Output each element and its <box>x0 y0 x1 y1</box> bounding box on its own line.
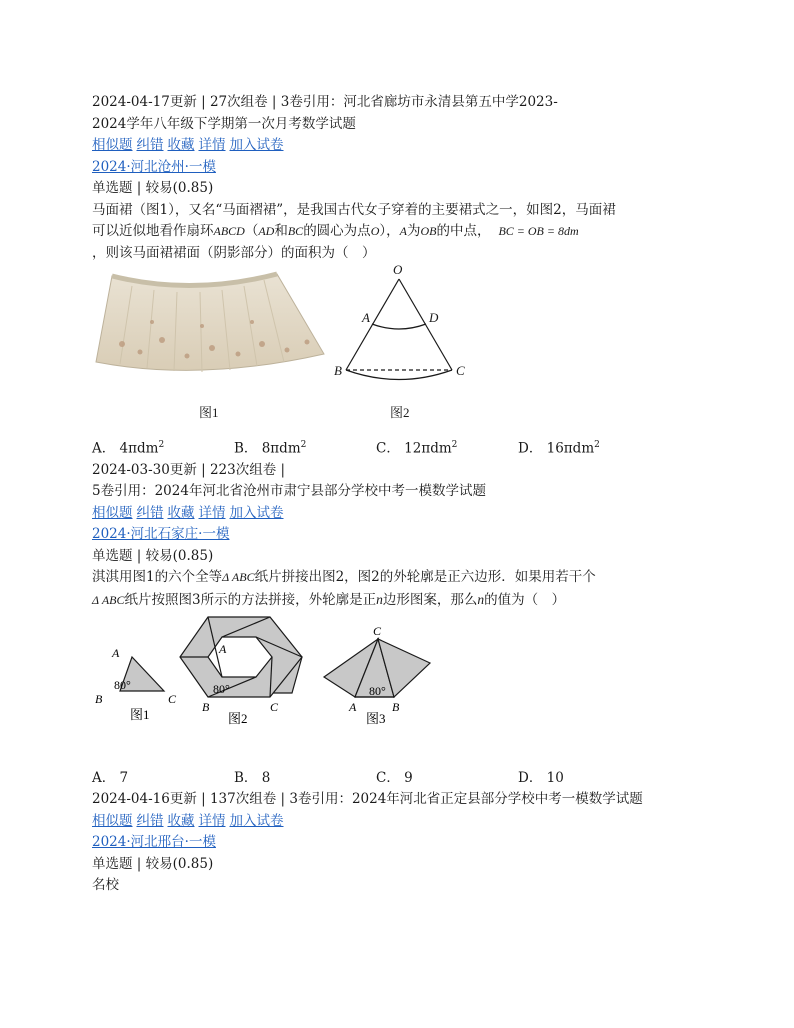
label-B: B <box>334 363 342 378</box>
add-to-paper-link[interactable]: 加入试卷 <box>229 137 284 153</box>
report-error-link[interactable]: 纠错 <box>136 504 164 521</box>
source-tag[interactable]: 2024·河北沧州·一模 <box>92 158 216 175</box>
question-text-line-2: Δ ABC纸片按照图3所示的方法拼接，外轮廓是正n边形图案，那么n的值为（ ） <box>92 591 566 608</box>
similar-link[interactable]: 相似题 <box>92 504 133 521</box>
figure-3-caption: 图3 <box>366 711 386 726</box>
favorite-link[interactable]: 收藏 <box>167 137 195 153</box>
question-list <box>92 92 702 897</box>
report-error-link[interactable]: 纠错 <box>136 137 164 153</box>
answer-options <box>92 767 702 789</box>
fan-figure-3 <box>324 624 430 726</box>
label-C: C <box>373 624 382 638</box>
question-text-line-3: ，则该马面裙裙面（阴影部分）的面积为（ ） <box>92 244 376 261</box>
add-to-paper-link[interactable]: 加入试卷 <box>229 812 284 829</box>
favorite-link[interactable]: 收藏 <box>167 504 195 521</box>
hexagon-figure-2 <box>180 617 302 726</box>
question-text-line-1: 淇淇用图1的六个全等Δ ABC纸片拼接出图2，图2的外轮廓是正六边形．如果用若干个 <box>92 569 596 585</box>
question-text-line-1: 名校 <box>92 877 119 893</box>
angle-label: 80° <box>369 684 386 698</box>
question-text-line-2: 可以近似地看作扇环ABCD（AD和BC的圆心为点O），A为OB的中点， BC = OB = 8dm <box>92 223 579 239</box>
option-b[interactable]: B． 8πdm$^2$ <box>234 440 307 457</box>
question-actions <box>92 503 702 525</box>
option-a[interactable]: A． 7 <box>92 770 129 786</box>
option-c[interactable]: C． 12πdm$^2$ <box>376 440 458 457</box>
source-tag[interactable]: 2024·河北邢台·一模 <box>92 834 216 850</box>
question-type: 单选题 | 较易(0.85) <box>92 855 214 872</box>
label-C: C <box>456 363 465 378</box>
option-c[interactable]: C． 9 <box>376 770 413 786</box>
details-link[interactable]: 详情 <box>198 504 226 521</box>
label-B: B <box>392 700 400 714</box>
figure-1-caption: 图1 <box>199 405 219 420</box>
question-meta-cont: 2024学年八年级下学期第一次月考数学试题 <box>92 115 356 132</box>
question-meta: 2024-04-17更新 | 27次组卷 | 3卷引用：河北省廊坊市永清县第五中学2023- <box>92 94 558 110</box>
add-to-paper-link[interactable]: 加入试卷 <box>229 504 284 521</box>
question-meta-cont: 5卷引用：2024年河北省沧州市肃宁县部分学校中考一模数学试题 <box>92 483 486 499</box>
option-d[interactable]: D． 16πdm$^2$ <box>518 440 600 457</box>
source-tag[interactable]: 2024·河北石家庄·一模 <box>92 526 230 542</box>
label-O: O <box>393 264 403 277</box>
label-D: D <box>429 310 439 325</box>
question-actions <box>92 135 702 157</box>
label-B: B <box>202 700 210 714</box>
label-C: C <box>168 692 177 706</box>
question-type: 单选题 | 较易(0.85) <box>92 547 214 564</box>
label-C: C <box>270 700 279 714</box>
label-A: A <box>112 646 120 660</box>
option-b[interactable]: B． 8 <box>234 770 271 786</box>
triangle-figures <box>92 611 702 767</box>
angle-label: 80° <box>213 682 230 696</box>
question-1 <box>92 92 702 460</box>
question-2 <box>92 460 702 790</box>
question-3 <box>92 789 702 897</box>
question-meta: 2024-03-30更新 | 223次组卷 | <box>92 461 286 478</box>
question-actions <box>92 811 702 833</box>
question-figures <box>92 611 702 767</box>
figure-2-caption: 图2 <box>228 711 248 726</box>
skirt-photo <box>96 274 324 372</box>
question-text-line-1: 马面裙（图1），又名“马面褶裙”，是我国古代女子穿着的主要裙式之一，如图2，马面裙 <box>92 201 616 218</box>
option-d[interactable]: D． 10 <box>518 770 564 786</box>
figure-2-caption: 图2 <box>390 405 410 420</box>
angle-label: 80° <box>114 678 131 692</box>
figure-group <box>92 264 702 434</box>
question-type: 单选题 | 较易(0.85) <box>92 180 214 196</box>
sector-ring-diagram <box>346 279 452 380</box>
option-a[interactable]: A． 4πdm$^2$ <box>92 440 165 457</box>
answer-options <box>92 434 702 460</box>
details-link[interactable]: 详情 <box>198 137 226 153</box>
question-meta: 2024-04-16更新 | 137次组卷 | 3卷引用：2024年河北省正定县部分学校中考一模数学试题 <box>92 791 643 807</box>
label-B: B <box>95 692 103 706</box>
triangle-figure-1 <box>95 646 177 722</box>
report-error-link[interactable]: 纠错 <box>136 812 164 829</box>
label-A: A <box>362 310 370 325</box>
details-link[interactable]: 详情 <box>198 812 226 829</box>
similar-link[interactable]: 相似题 <box>92 812 133 829</box>
label-A: A <box>219 642 227 656</box>
figure-1-caption: 图1 <box>130 707 150 722</box>
label-A: A <box>349 700 357 714</box>
favorite-link[interactable]: 收藏 <box>167 812 195 829</box>
similar-link[interactable]: 相似题 <box>92 137 133 153</box>
question-figures <box>92 264 702 434</box>
